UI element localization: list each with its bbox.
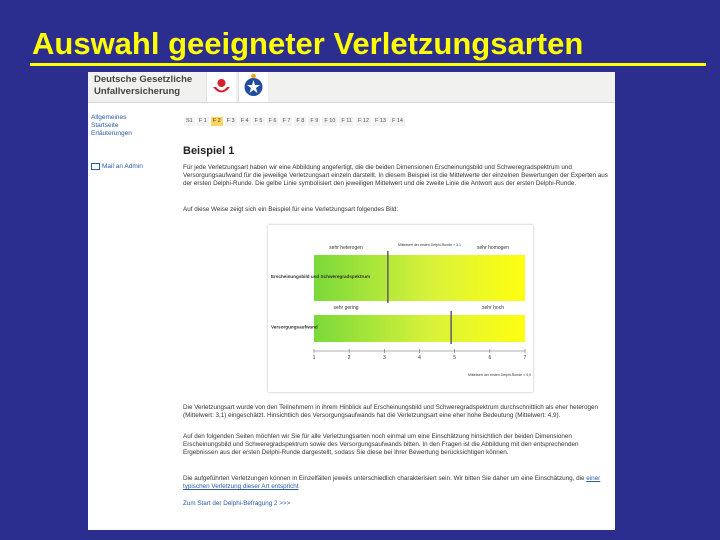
start-delphi-link[interactable]: Zum Start der Delphi-Befragung 2 >>> (183, 500, 291, 507)
page-heading: Beispiel 1 (183, 145, 235, 157)
tab-f7[interactable]: F 7 (282, 118, 291, 124)
tab-f1[interactable]: F 1 (198, 118, 207, 124)
site-header (88, 72, 615, 103)
intro-paragraph: Für jede Verletzungsart haben wir eine Abbildung angefertigt, die die beiden Dimensionen Erscheinungsbild und Schweregradspektrum und Versorgungsaufwand für die jeweilige Verletzungsart einzeln darstellt. In diesem Beispiel ist die Mittelwerte der einzelnen Bewertungen der Experten aus der ersten Delphi-Runde. Die gelbe Linie symbolisiert den jeweiligen Mittelwert und die zweite Linie die Antwort aus der ersten Delphi-Runde. (183, 164, 608, 188)
dguv-logo-text (94, 74, 192, 98)
title-underline (30, 63, 706, 66)
series-label-2: Versorgungsaufwand (271, 324, 318, 330)
sidebar-item-allgemeines[interactable]: Allgemeines (91, 114, 127, 121)
x-tick-label-3: 3 (382, 355, 386, 361)
x-tick-label-4: 4 (418, 355, 421, 361)
sidebar-nav (91, 114, 181, 138)
tab-f5[interactable]: F 5 (254, 118, 263, 124)
tab-f8[interactable]: F 8 (296, 118, 305, 124)
tab-f13[interactable]: F 13 (374, 118, 386, 124)
envelope-icon (91, 163, 100, 170)
low-label-2: sehr gering (333, 305, 359, 311)
x-tick-label-5: 5 (453, 355, 457, 361)
red-logo-icon (206, 72, 236, 102)
sidebar-item-startseite[interactable]: Startseite (91, 122, 119, 129)
tab-f6[interactable]: F 6 (268, 118, 277, 124)
question-tabs (184, 117, 614, 126)
tab-f9[interactable]: F 9 (310, 118, 319, 124)
tab-f14[interactable]: F 14 (391, 118, 403, 124)
x-tick-label-2: 2 (347, 355, 351, 361)
high-label-2: sehr hoch (482, 305, 504, 311)
browser-screenshot (88, 72, 615, 530)
x-tick-label-7: 7 (523, 355, 527, 361)
blue-logo-icon (238, 72, 268, 102)
tab-f4[interactable]: F 4 (240, 118, 249, 124)
chart-svg (268, 225, 533, 392)
logo-line-2: Unfallversicherung (94, 86, 181, 97)
example-lead-text: Auf diese Weise zeigt sich ein Beispiel für eine Verletzungsart folgendes Bild: (183, 206, 399, 213)
series-bar-2 (314, 315, 525, 342)
annotation-1: Mittelwert der ersten Delphi-Runde = 3,1 (398, 243, 461, 247)
series-label-1: Erscheinungsbild und Schweregradspektrum (271, 274, 371, 279)
result-paragraph: Die Verletzungsart wurde von den Teilnehmern in ihrem Hinblick auf Erscheinungsbild und Schweregradspektrum durchschnittlich als eher heterogen (Mittelwert: 3,1) eingeschätzt. Hinsichtlich des Versorgungsaufwands hat die Verletzungsart eine eher hohe Bedeutung (Mittelwert: 4,9). (183, 404, 599, 420)
tab-f2[interactable]: F 2 (212, 118, 221, 124)
tab-f10[interactable]: F 10 (324, 118, 336, 124)
tab-s1[interactable]: S1 (186, 118, 193, 124)
sidebar-item-erlaeuterungen[interactable]: Erläuterungen (91, 130, 132, 137)
tab-f11[interactable]: F 11 (341, 118, 352, 124)
tab-f12[interactable]: F 12 (357, 118, 369, 124)
annotation-2: Mittelwert der ersten Delphi-Runde = 4,9 (468, 373, 531, 377)
low-label-1: sehr heterogen (329, 245, 363, 251)
instruction-paragraph: Auf den folgenden Seiten möchten wir Sie für alle Verletzungsarten noch einmal um eine Einschätzung hinsichtlich der beiden Dimensionen Erscheinungsbild und Schweregradspektrum sowie des Versorgungsaufwands bitten. In den Fragen ist die Abbildung mit den entsprechenden Ergebnissen aus der ersten Delphi-Runde dargestellt, sodass Sie diese bei Ihrer Bewertung berücksichtigen können. (183, 433, 579, 457)
mail-admin-label: Mail an Admin (102, 163, 143, 171)
note-text: Die aufgeführten Verletzungen können in Einzelfällen jeweils unterschiedlich charakterisiert sein. Wir bitten Sie daher um eine Einschätzung, die (183, 475, 587, 482)
slide-title: Auswahl geeigneter Verletzungsarten (32, 26, 584, 61)
mail-admin-link[interactable] (91, 163, 143, 170)
typical-injury-link[interactable]: einer typischen Verletzung dieser Art entspricht (183, 475, 601, 491)
x-tick-label-1: 1 (312, 355, 316, 361)
logo-line-1: Deutsche Gesetzliche (94, 74, 193, 85)
x-tick-label-6: 6 (488, 355, 492, 361)
tab-f3[interactable]: F 3 (226, 118, 235, 124)
note-paragraph (183, 475, 609, 491)
delphi-chart (268, 225, 533, 392)
high-label-1: sehr homogen (477, 245, 509, 251)
